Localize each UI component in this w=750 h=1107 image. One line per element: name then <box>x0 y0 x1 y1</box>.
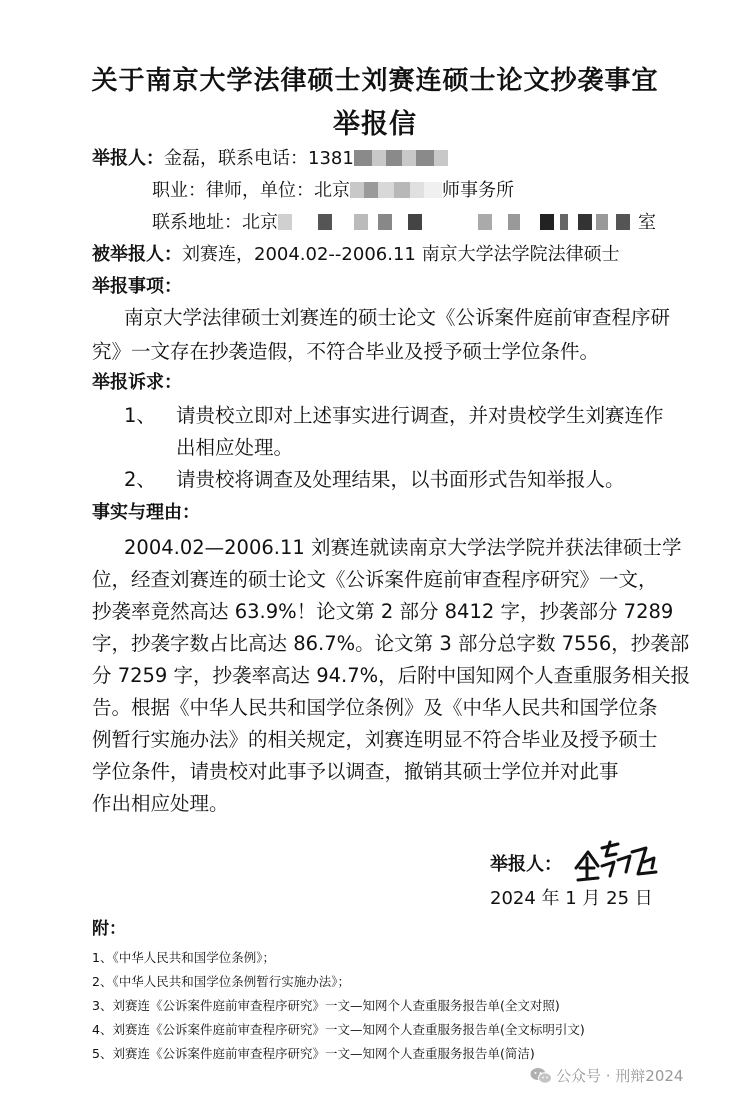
annex-item-1: 1、《中华人民共和国学位条例》； <box>92 950 275 965</box>
reporter-label: 举报人： <box>92 148 164 169</box>
reporter-line <box>92 148 448 170</box>
occupation-line <box>152 180 514 202</box>
demands-heading: 举报诉求： <box>92 372 182 393</box>
document-title: 关于南京大学法律硕士刘赛连硕士论文抄袭事宜 <box>91 66 659 96</box>
demand-1-number: 1、 <box>124 404 156 427</box>
facts-line-8: 学位条件，请贵校对此事予以调查，撤销其硕士学位并对此事 <box>92 760 619 783</box>
document-subtitle: 举报信 <box>333 109 417 140</box>
handwritten-signature <box>572 838 682 886</box>
watermark-text: 公众号 · 刑辩2024 <box>556 1067 684 1085</box>
address-line <box>152 212 656 234</box>
facts-line-5: 分 7259 字，抄袭率高达 94.7%，后附中国知网个人查重服务相关报 <box>92 664 691 687</box>
watermark <box>530 1065 683 1086</box>
wechat-icon <box>530 1067 552 1085</box>
facts-line-7: 例暂行实施办法》的相关规定，刘赛连明显不符合毕业及授予硕士 <box>92 728 658 751</box>
redaction-block <box>350 180 442 201</box>
facts-line-3: 抄袭率竟然高达 63.9%！论文第 2 部分 8412 字，抄袭部分 7289 <box>92 600 674 623</box>
matter-line-1: 南京大学法律硕士刘赛连的硕士论文《公诉案件庭前审查程序研 <box>124 306 671 329</box>
demand-2-number: 2、 <box>124 468 156 491</box>
letter-date: 2024 年 1 月 25 日 <box>490 888 653 909</box>
facts-label <box>92 502 200 524</box>
annex-item-2: 2、《中华人民共和国学位条例暂行实施办法》； <box>92 974 350 989</box>
redaction-block <box>278 214 638 230</box>
facts-line-9: 作出相应处理。 <box>92 792 229 815</box>
occupation-prefix: 职业：律师，单位：北京 <box>152 180 350 201</box>
matter-heading: 举报事项： <box>92 276 182 297</box>
annex-item-4: 4、刘赛连《公诉案件庭前审查程序研究》一文—知网个人查重服务报告单(全文标明引文) <box>92 1022 585 1037</box>
reporter-name-phone: 金磊，联系电话：1381 <box>164 148 354 169</box>
redaction-block <box>354 148 448 169</box>
annex-label <box>92 918 126 940</box>
demand-1-line-1: 请贵校立即对上述事实进行调查，并对贵校学生刘赛连作 <box>176 404 664 427</box>
demands-label <box>92 372 182 394</box>
facts-line-2: 位，经查刘赛连的硕士论文《公诉案件庭前审查程序研究》一文， <box>92 568 658 591</box>
demand-2-line: 请贵校将调查及处理结果，以书面形式告知举报人。 <box>176 468 625 491</box>
address-suffix: 室 <box>638 212 656 233</box>
annex-item-3: 3、刘赛连《公诉案件庭前审查程序研究》一文—知网个人查重服务报告单(全文对照) <box>92 998 560 1013</box>
respondent-text: 刘赛连，2004.02--2006.11 南京大学法学院法律硕士 <box>182 244 620 265</box>
address-prefix: 联系地址：北京 <box>152 212 278 233</box>
annex-heading: 附： <box>92 919 126 939</box>
respondent-label: 被举报人： <box>92 244 182 265</box>
facts-line-4: 字，抄袭字数占比高达 86.7%。论文第 3 部分总字数 7556，抄袭部 <box>92 632 690 655</box>
matter-label <box>92 276 182 298</box>
demand-1-line-2: 出相应处理。 <box>176 436 294 459</box>
facts-heading: 事实与理由： <box>92 502 200 523</box>
matter-line-2: 究》一文存在抄袭造假，不符合毕业及授予硕士学位条件。 <box>92 340 600 363</box>
signature-label: 举报人： <box>490 854 562 875</box>
facts-line-6: 告。根据《中华人民共和国学位条例》及《中华人民共和国学位条 <box>92 696 658 719</box>
occupation-suffix: 师事务所 <box>442 180 514 201</box>
facts-line-1: 2004.02—2006.11 刘赛连就读南京大学法学院并获法律硕士学 <box>124 536 682 559</box>
respondent-line <box>92 244 620 266</box>
annex-item-5: 5、刘赛连《公诉案件庭前审查程序研究》一文—知网个人查重服务报告单(简洁) <box>92 1046 535 1061</box>
